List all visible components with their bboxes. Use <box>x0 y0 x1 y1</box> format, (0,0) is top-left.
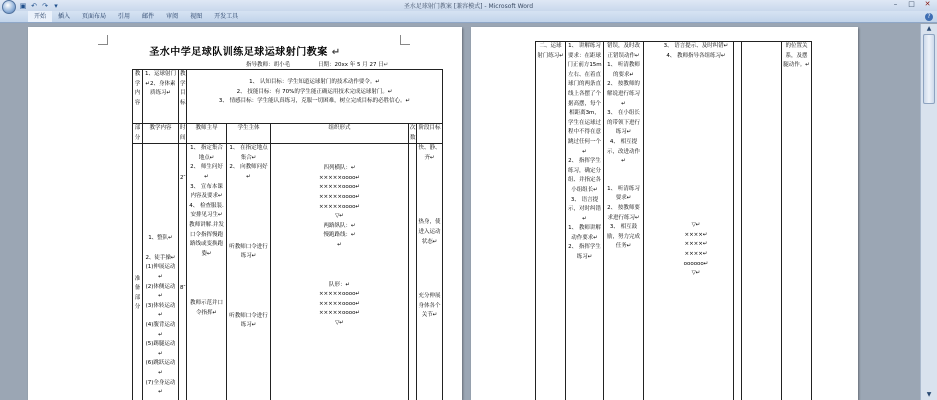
header-content: 教学内容 <box>143 124 179 144</box>
list-item: 教师讲解.并发口令指挥慢跑路线或变换跑姿↵ <box>189 221 224 257</box>
list-item: 3、 宣布本课内容及要求↵ <box>190 183 223 200</box>
student-col <box>604 42 644 400</box>
header-teacher: 教师主导 <box>187 124 227 144</box>
window-title: 圣水足球射门教案 [兼容模式] - Microsoft Word <box>403 3 534 10</box>
org-line: ×××××oooo↵ <box>318 184 361 191</box>
goal-text: 快、静、齐↵ <box>418 145 441 161</box>
student-col <box>227 144 271 400</box>
content-col <box>143 144 179 400</box>
goal-text: 充分伸展身体各个关节↵ <box>418 293 441 319</box>
list-item: 1、 指定集合地点↵ <box>190 145 223 161</box>
list-item: 2、 指挥学生练习↵ <box>568 244 601 261</box>
content-col <box>566 42 604 400</box>
list-item: (3)体转运动↵ <box>145 302 176 319</box>
tab-page-layout[interactable]: 页面布局 <box>82 13 107 20</box>
header-student: 学生主体 <box>227 124 271 144</box>
list-item: 1、整队↵ <box>148 235 173 242</box>
help-icon[interactable]: ? <box>925 13 933 21</box>
window-controls <box>888 0 935 10</box>
date-value: 20xx 年 5 月 27 日 <box>334 62 384 68</box>
tab-mailings[interactable]: 邮件 <box>142 13 155 20</box>
list-item: 教师示范并口令指挥↵ <box>189 300 223 316</box>
spacer-col <box>742 42 782 400</box>
org-line: ×××××oooo↵ <box>318 310 361 317</box>
date-label: 日期： <box>318 62 335 68</box>
teacher-name: 胡小毛 <box>273 62 291 68</box>
minimize-button[interactable]: – <box>893 0 898 8</box>
teacher-line <box>246 60 290 68</box>
scroll-thumb[interactable] <box>923 34 935 104</box>
list-item: 3、 相互鼓励，努力完成任务↵ <box>606 224 640 250</box>
time-col <box>179 144 187 400</box>
tab-references[interactable]: 引用 <box>118 13 131 20</box>
goal-text: 热身，使进入运动状态↵ <box>418 219 441 245</box>
list-item: (2)体侧运动↵ <box>145 283 176 300</box>
table-row-preparation <box>133 144 443 400</box>
list-item: 3、 语言提示，对时纠错↵ <box>567 196 601 222</box>
maximize-button[interactable]: □ <box>908 0 915 8</box>
list-item: 1、 在指定地点集合↵ <box>229 145 268 161</box>
count-col <box>409 144 417 400</box>
header-goal: 阶段目标 <box>417 124 443 144</box>
paragraph-mark: ↵ <box>383 62 389 68</box>
list-item: 2、 向教师问好↵ <box>229 164 268 180</box>
teacher-col <box>187 144 227 400</box>
tab-insert[interactable]: 插入 <box>58 13 71 20</box>
tab-developer[interactable]: 开发工具 <box>214 13 239 20</box>
time-value: 8″ <box>180 284 186 291</box>
list-item: 2、 师生问好↵ <box>190 164 223 180</box>
table-row <box>133 70 443 124</box>
time-value: 2″ <box>180 175 186 182</box>
list-item: 2、 按教师要求进行练习↵ <box>607 204 640 221</box>
content-items: 1、运球射门↵2、身体素质练习↵ <box>143 70 179 124</box>
document-title-text: 圣水中学足球队训练足球运球射门教案 <box>149 47 328 58</box>
list-item: 1、 教师讲解动作要求↵ <box>568 225 601 241</box>
vertical-scrollbar[interactable] <box>920 24 937 400</box>
list-item: 2、 指挥学生练习，确定分组、并指定各小组组长↵ <box>567 158 601 193</box>
list-item: 2、徒手操↵ <box>145 254 176 261</box>
row-label-goal: 教学目标 <box>179 70 187 124</box>
org-col <box>644 42 734 400</box>
org-line: ×××××oooo↵ <box>318 193 361 200</box>
lesson-plan-table <box>132 69 443 400</box>
org-line: ×××××oooo↵ <box>318 300 361 307</box>
goal-item: 1、 认知目标：学生知道运球射门的技术动作要令。↵ <box>249 79 380 85</box>
org-line: ▽↵ <box>691 222 701 229</box>
lesson-plan-table-continued <box>535 41 812 400</box>
header-count: 次数 <box>409 124 417 144</box>
count-col <box>734 42 742 400</box>
list-item: (6)跳跃运动↵ <box>145 360 176 376</box>
teacher-label: 指导教师： <box>246 62 274 68</box>
save-icon[interactable]: ▣ <box>19 1 27 10</box>
office-button[interactable] <box>2 0 16 14</box>
customize-icon[interactable]: ▾ <box>54 1 58 10</box>
org-line: 四列横队：↵ <box>323 165 356 172</box>
org-line: ××××↵ <box>684 231 708 238</box>
paragraph-mark: ↵ <box>331 47 341 58</box>
goal-col <box>782 42 812 400</box>
table-row-shooting <box>536 42 812 400</box>
table-header-row <box>133 124 443 144</box>
title-bar <box>0 0 937 11</box>
goal-item: 2、 技能目标：有 70%的学生能正确运用技术完成运球射门。↵ <box>236 88 393 95</box>
list-item: 4、 检查服装.安排见习生↵ <box>189 202 224 219</box>
teacher-note: 4、 教师指导各组练习↵ <box>666 52 726 59</box>
scroll-up-icon[interactable]: ▲ <box>926 25 932 32</box>
tab-view[interactable]: 视图 <box>190 13 203 20</box>
org-line: ×××××oooo↵ <box>318 203 361 210</box>
date-line <box>318 60 388 68</box>
list-item: 错误，及时改正错误动作↵ <box>606 43 640 59</box>
org-line: oooooo↵ <box>683 260 709 267</box>
part-label: 二、运球射门练习↵ <box>536 42 566 400</box>
org-line: ××××↵ <box>684 241 708 248</box>
goal-col <box>417 144 443 400</box>
close-button[interactable]: ✕ <box>924 0 931 8</box>
undo-icon[interactable]: ↶ <box>31 1 37 10</box>
org-line: 队形：↵ <box>328 281 351 288</box>
teacher-note: 3、 语言提示、及时纠错↵ <box>663 43 729 49</box>
org-line: ↵ <box>337 241 342 248</box>
document-page-2[interactable] <box>471 27 858 400</box>
list-item: 1、 听清教师的要求↵ <box>607 62 640 78</box>
list-item: 4、 相互提示，改进动作↵ <box>606 138 640 165</box>
document-title <box>28 43 462 58</box>
org-line: ×××××oooo↵ <box>318 291 361 298</box>
document-page-1[interactable] <box>28 27 462 400</box>
list-item: 听教师口令进行练习↵ <box>229 243 268 260</box>
tab-review[interactable]: 审阅 <box>166 13 179 20</box>
list-item: (7)全身运动↵ <box>145 379 176 396</box>
org-col <box>271 144 409 400</box>
ribbon-tabs <box>0 11 937 23</box>
org-line: ××××↵ <box>684 250 708 257</box>
header-time: 时间 <box>179 124 187 144</box>
list-item: 2、 按教师的解说进行练习↵ <box>606 81 640 107</box>
goals-cell <box>187 70 443 124</box>
org-line: ▽↵ <box>335 213 344 220</box>
header-org: 组织形式 <box>271 124 409 144</box>
list-item: 1、 听清练习要求↵ <box>607 185 640 202</box>
row-label-content: 教学内容 <box>133 70 143 124</box>
org-line: ▽↵ <box>691 270 701 277</box>
redo-icon[interactable]: ↷ <box>42 1 48 10</box>
list-item: 1、 讲解练习要求：在距球门正前方15m左右、在着直球门的两条直线上各摆了个据高摆，每个相距离3m，学生在运球过程中不得在意跳过任何一个↵ <box>567 43 602 155</box>
org-line: 慢跑路线：↵ <box>323 232 356 239</box>
document-workspace[interactable] <box>0 24 937 400</box>
scroll-down-icon[interactable]: ▼ <box>926 391 932 398</box>
goal-item: 3、 情感目标：学生能认真练习，克服一切困难，树立完成目标的必胜信心。↵ <box>218 98 411 105</box>
list-item: 3、 在小组长的带领下进行练习↵ <box>606 110 640 136</box>
goal-text: 的位置关系，及摆腿动作。↵ <box>783 43 810 69</box>
org-line: ×××××oooo↵ <box>318 174 361 181</box>
list-item: (5)踢腿运动↵ <box>145 341 176 357</box>
org-line: 两路纵队：↵ <box>323 222 356 229</box>
list-item: 听教师口令进行练习↵ <box>229 312 268 329</box>
org-line: ▽↵ <box>335 319 344 326</box>
list-item: (4)腹背运动↵ <box>145 321 176 338</box>
part-label: 准备部分 <box>133 144 143 400</box>
header-part: 部分 <box>133 124 143 144</box>
list-item: (1)伸展运动↵ <box>145 264 176 280</box>
tab-home[interactable]: 开始 <box>28 11 52 22</box>
